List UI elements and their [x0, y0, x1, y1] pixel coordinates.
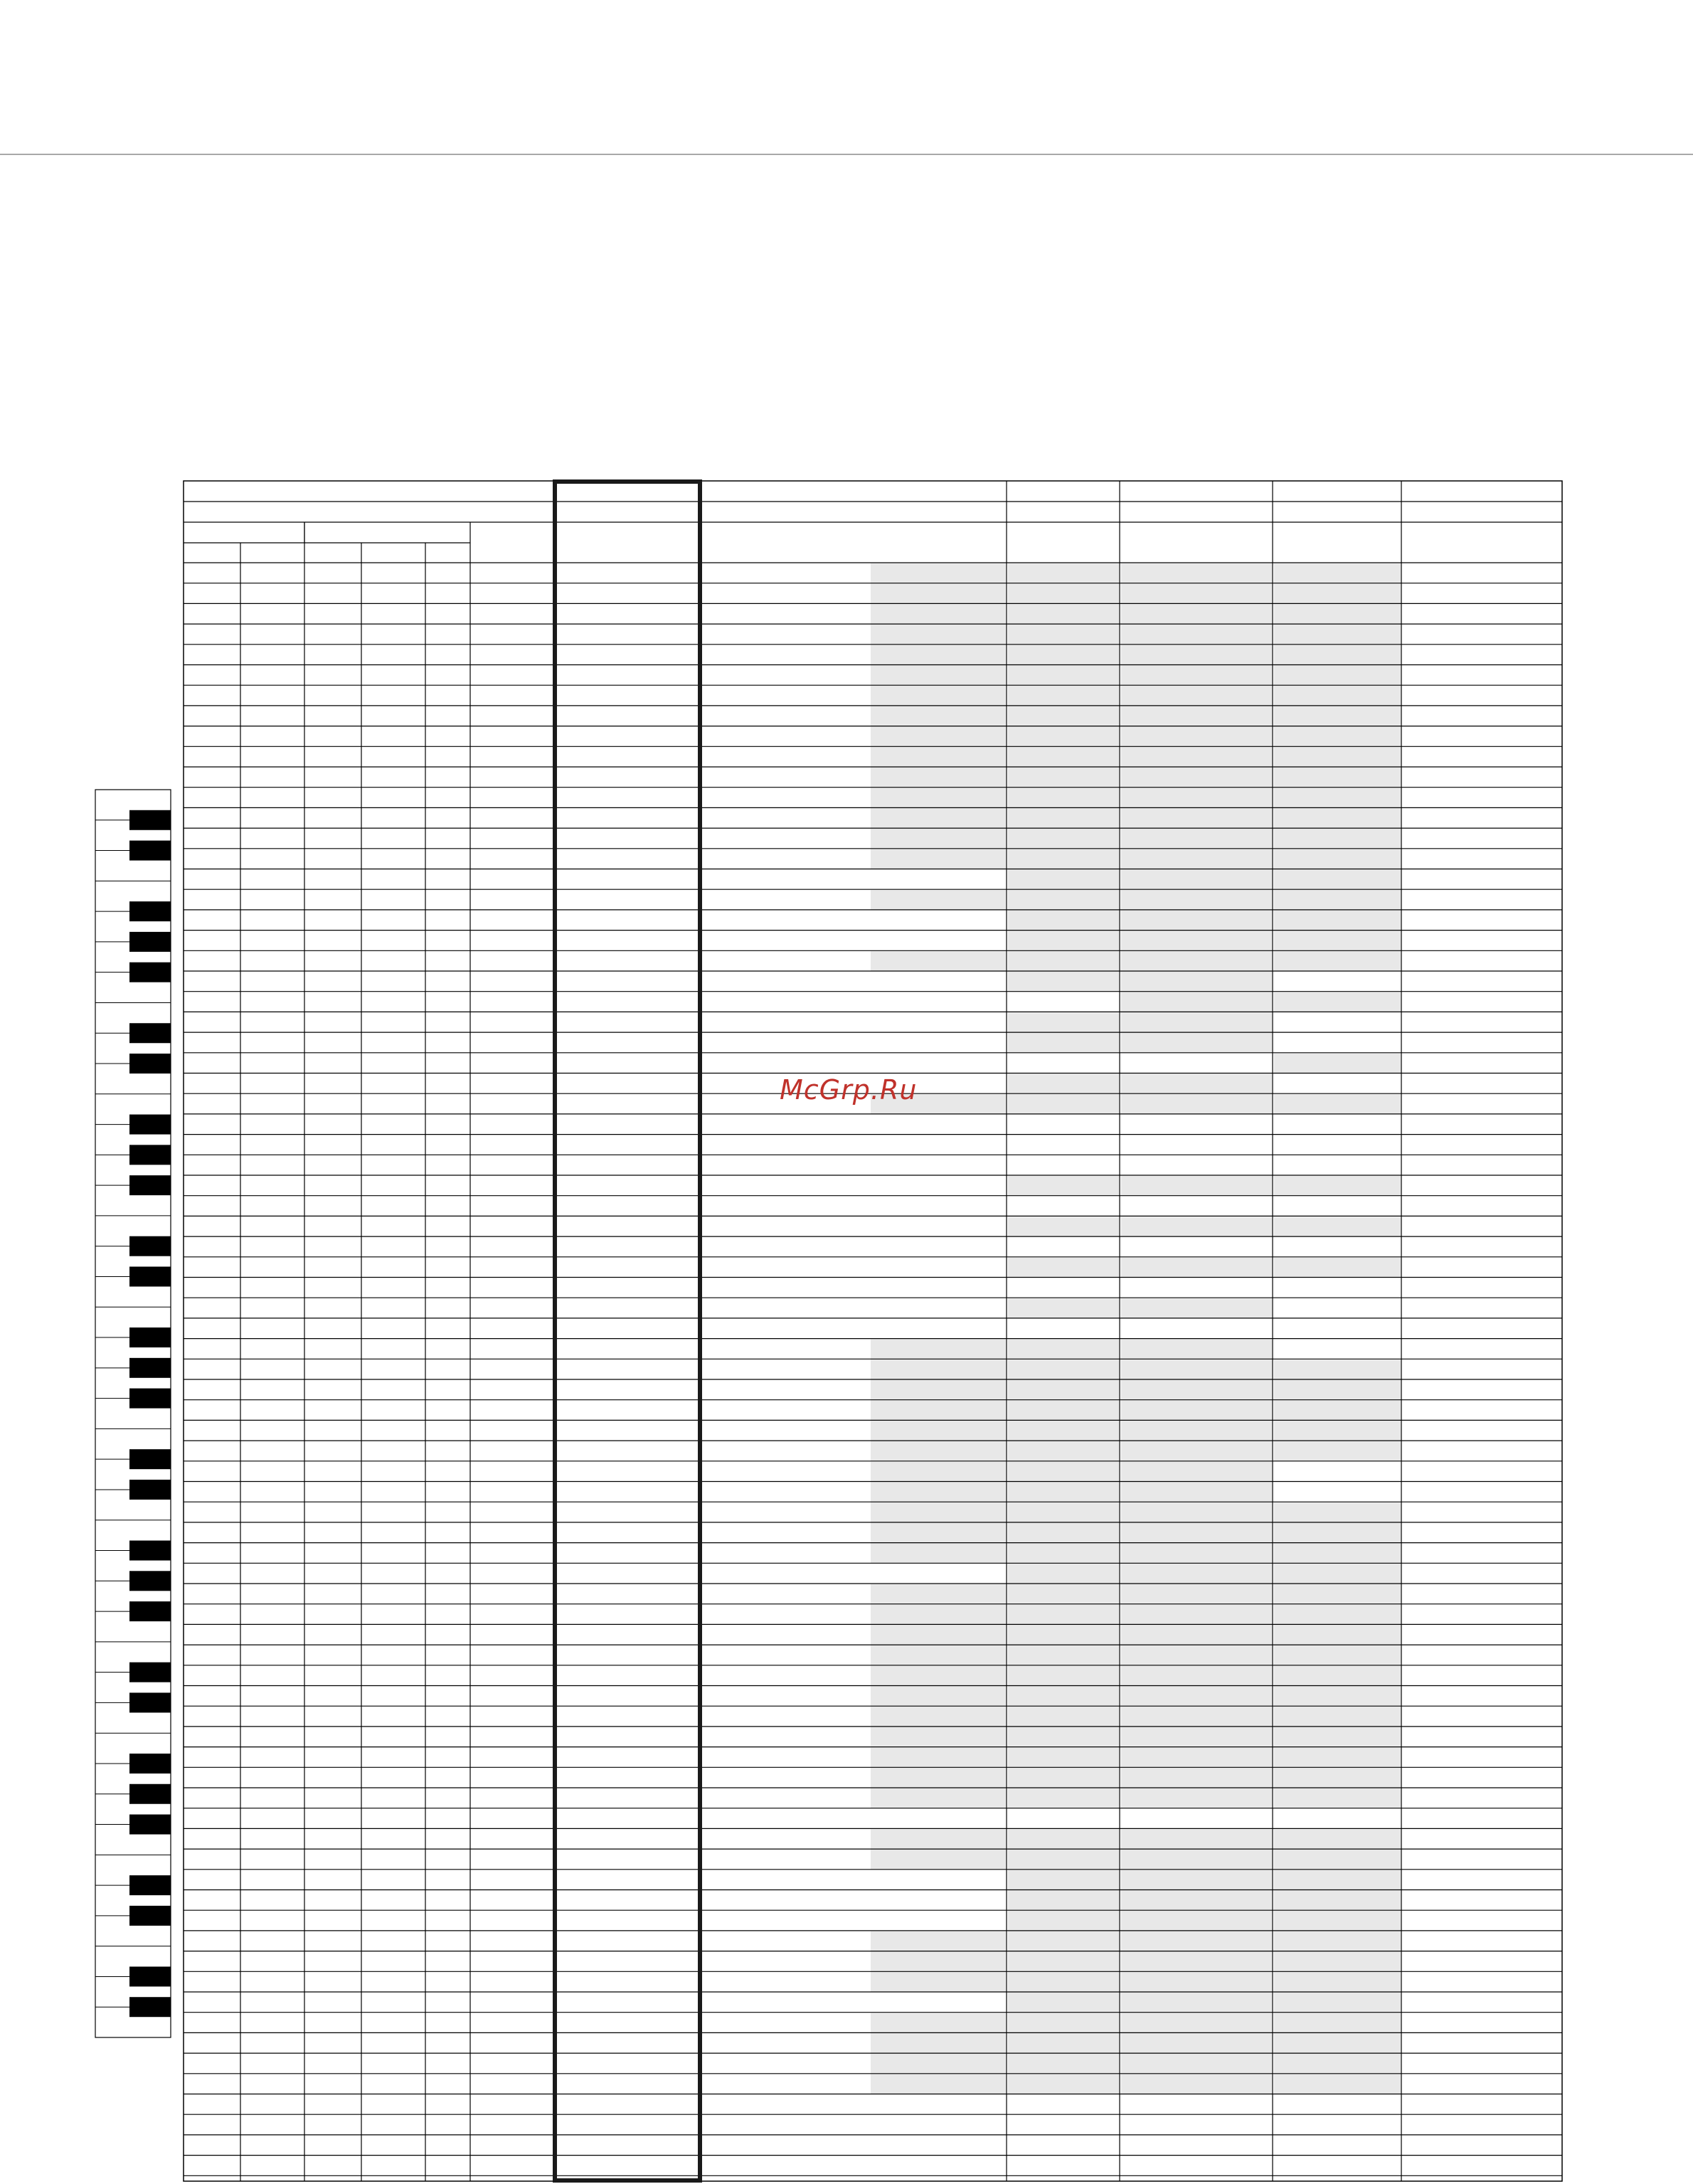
- black-key: [129, 1601, 171, 1621]
- black-key: [129, 1815, 171, 1835]
- emphasized-column-frame: [555, 482, 700, 2180]
- black-key: [129, 1997, 171, 2017]
- black-key: [129, 1327, 171, 1347]
- shaded-cell-block: [871, 890, 1006, 910]
- black-key: [129, 1449, 171, 1469]
- black-key: [129, 1358, 171, 1378]
- shaded-cell-block: [1274, 1054, 1401, 1074]
- black-key: [129, 841, 171, 861]
- shaded-cell-block: [1008, 1258, 1119, 1278]
- black-key: [129, 901, 171, 921]
- shaded-cell-block: [1008, 1748, 1119, 1808]
- black-key: [129, 1784, 171, 1804]
- black-key: [129, 1145, 171, 1165]
- shaded-cell-block: [1121, 1258, 1272, 1278]
- shaded-cell-block: [871, 1462, 1006, 1564]
- black-key: [129, 1054, 171, 1074]
- shaded-cell-block: [1274, 1176, 1401, 1196]
- black-key: [129, 1480, 171, 1500]
- black-key: [129, 1175, 171, 1195]
- shaded-cell-block: [1121, 1298, 1272, 1318]
- shaded-cell-block: [1121, 1176, 1272, 1196]
- shaded-cell-block: [1008, 1216, 1119, 1236]
- black-key: [129, 1023, 171, 1043]
- black-key: [129, 932, 171, 952]
- black-key: [129, 1906, 171, 1926]
- shaded-cell-block: [871, 563, 1006, 869]
- watermark: McGrp.Ru: [780, 1074, 918, 1106]
- shaded-cell-block: [871, 951, 1006, 971]
- black-key: [129, 1236, 171, 1256]
- black-key: [129, 1571, 171, 1591]
- black-key: [129, 1754, 171, 1774]
- shaded-cell-block: [1274, 1216, 1401, 1236]
- black-key: [129, 1875, 171, 1895]
- shaded-cell-block: [1008, 563, 1119, 992]
- shaded-cell-block: [1274, 1094, 1401, 1114]
- shaded-cell-block: [1274, 1258, 1401, 1278]
- black-key: [129, 1692, 171, 1712]
- black-key: [129, 1541, 171, 1561]
- shaded-cell-block: [1274, 1359, 1401, 1461]
- shaded-cell-block: [1008, 1176, 1119, 1196]
- black-key: [129, 1389, 171, 1409]
- black-key: [129, 1966, 171, 1986]
- black-key: [129, 810, 171, 830]
- shaded-cell-block: [1274, 1748, 1401, 1808]
- black-key: [129, 1266, 171, 1286]
- black-key: [129, 1115, 171, 1135]
- shaded-cell-block: [1121, 1216, 1272, 1236]
- shaded-cell-block: [871, 1748, 1006, 1808]
- shaded-cell-block: [1274, 992, 1401, 1012]
- black-key: [129, 963, 171, 982]
- shaded-cell-block: [1008, 1298, 1119, 1318]
- shaded-cell-block: [871, 1931, 1006, 1992]
- shaded-cell-block: [1121, 1748, 1272, 1808]
- black-key: [129, 1663, 171, 1682]
